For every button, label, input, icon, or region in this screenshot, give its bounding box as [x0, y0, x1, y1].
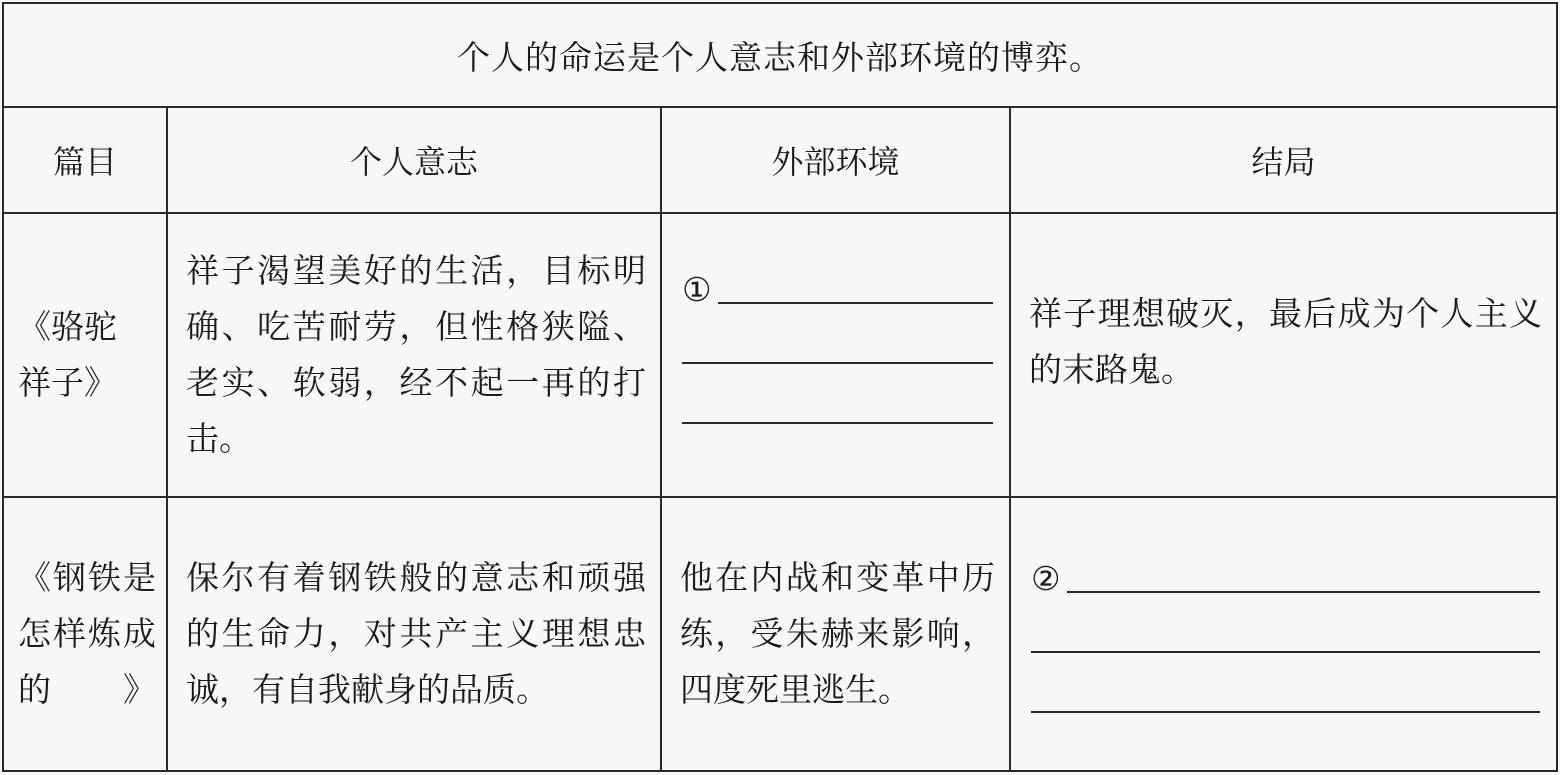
row-title: 《钢铁是怎样炼成的》: [18, 558, 156, 709]
blank-rule: [1031, 651, 1540, 653]
blank-rule: [718, 302, 993, 304]
row-environment-text: 他在内战和变革中历练，受朱赫来影响，四度死里逃生。: [680, 558, 995, 709]
row-will-cell: [167, 213, 661, 497]
row-title-cell: [3, 497, 167, 771]
blank-rule: [682, 422, 993, 424]
row-outcome-text: 祥子理想破灭，最后成为个人主义的末路鬼。: [1029, 294, 1542, 389]
environment-blank-cell[interactable]: [661, 213, 1010, 497]
comparison-table: [2, 2, 1558, 772]
blank-rule: [1031, 711, 1540, 713]
header-title: 篇目: [3, 107, 167, 213]
row-will-cell: [167, 497, 661, 771]
table-row: [3, 497, 1557, 771]
row-environment-cell: [661, 497, 1010, 771]
row-will-text: 保尔有着钢铁般的意志和顽强的生命力，对共产主义理想忠诚，有自我献身的品质。: [186, 558, 646, 709]
banner-text: 个人的命运是个人意志和外部环境的博弈。: [457, 37, 1103, 77]
blank-rule: [1067, 591, 1540, 593]
row-will-text: 祥子渴望美好的生活，目标明确、吃苦耐劳，但性格狭隘、老实、软弱，经不起一再的打击。: [186, 251, 646, 458]
blank-number: ①: [682, 270, 712, 309]
answer-blank-1[interactable]: [682, 250, 993, 430]
table-banner: [3, 3, 1557, 107]
row-title: 《骆驼祥子》: [18, 307, 117, 402]
outcome-blank-cell[interactable]: [1010, 497, 1557, 771]
header-environment: 外部环境: [661, 107, 1010, 213]
blank-number: ②: [1031, 559, 1061, 598]
header-will: 个人意志: [167, 107, 661, 213]
row-title-cell: [3, 213, 167, 497]
table-row: [3, 213, 1557, 497]
row-outcome-cell: [1010, 213, 1557, 497]
header-outcome: 结局: [1010, 107, 1557, 213]
answer-blank-2[interactable]: [1031, 539, 1540, 719]
blank-rule: [682, 362, 993, 364]
